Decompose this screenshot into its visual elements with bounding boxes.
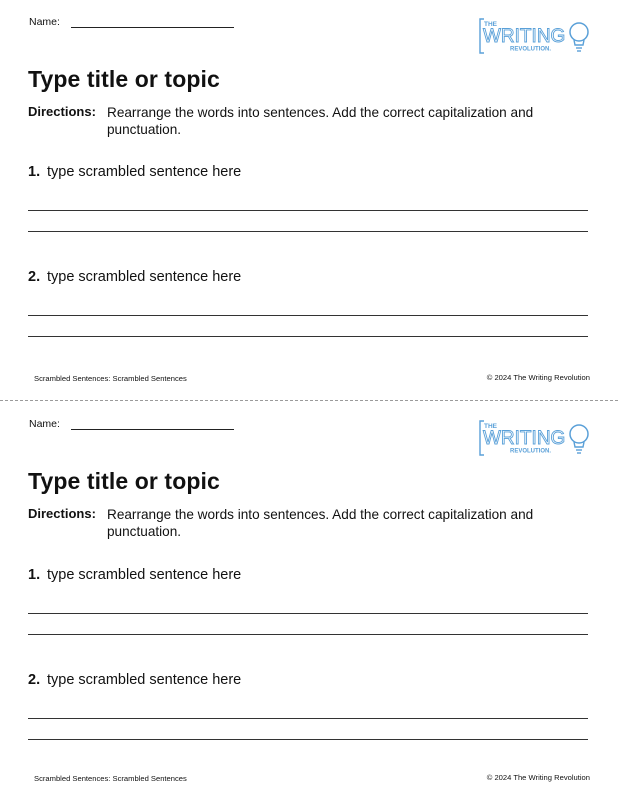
page-title: Type title or topic [28,66,220,92]
footer-left: Scrambled Sentences: Scrambled Sentences [34,774,187,783]
answer-line[interactable] [28,718,588,719]
lightbulb-icon [570,425,588,453]
answer-line[interactable] [28,336,588,337]
worksheet-bottom [0,402,618,802]
question-text: type scrambled sentence here [47,567,242,583]
writing-revolution-logo [478,419,593,457]
name-label: Name: [29,418,60,430]
question-number: 2. [28,672,41,688]
writing-revolution-logo [478,17,593,55]
page-title: Type title or topic [28,468,220,494]
footer-copyright: © 2024 The Writing Revolution [486,373,590,382]
name-label: Name: [29,16,60,28]
answer-line[interactable] [28,210,588,211]
directions-text: Rearrange the words into sentences. Add the correct capitalization and punctuation. [107,105,534,137]
logo-writing: WRITING [483,26,566,47]
name-line[interactable] [71,429,234,430]
question-number: 1. [28,164,41,180]
question-text: type scrambled sentence here [47,269,242,285]
logo-writing: WRITING [483,428,566,449]
question-text: type scrambled sentence here [47,164,242,180]
answer-line[interactable] [28,739,588,740]
question-number: 1. [28,567,41,583]
directions-text: Rearrange the words into sentences. Add the correct capitalization and punctuation. [107,507,534,539]
directions-label: Directions: [28,104,96,119]
cut-divider [0,400,618,401]
footer-copyright: © 2024 The Writing Revolution [486,773,590,782]
name-line[interactable] [71,27,234,28]
logo-the: THE [484,21,497,28]
logo-revolution: REVOLUTION. [510,448,552,455]
directions-label: Directions: [28,506,96,521]
lightbulb-icon [570,23,588,51]
question-text: type scrambled sentence here [47,672,242,688]
answer-line[interactable] [28,231,588,232]
footer-left: Scrambled Sentences: Scrambled Sentences [34,374,187,383]
logo-the: THE [484,423,497,430]
logo-revolution: REVOLUTION. [510,46,552,53]
answer-line[interactable] [28,634,588,635]
worksheet-top [0,0,618,400]
answer-line[interactable] [28,315,588,316]
answer-line[interactable] [28,613,588,614]
question-number: 2. [28,269,41,285]
